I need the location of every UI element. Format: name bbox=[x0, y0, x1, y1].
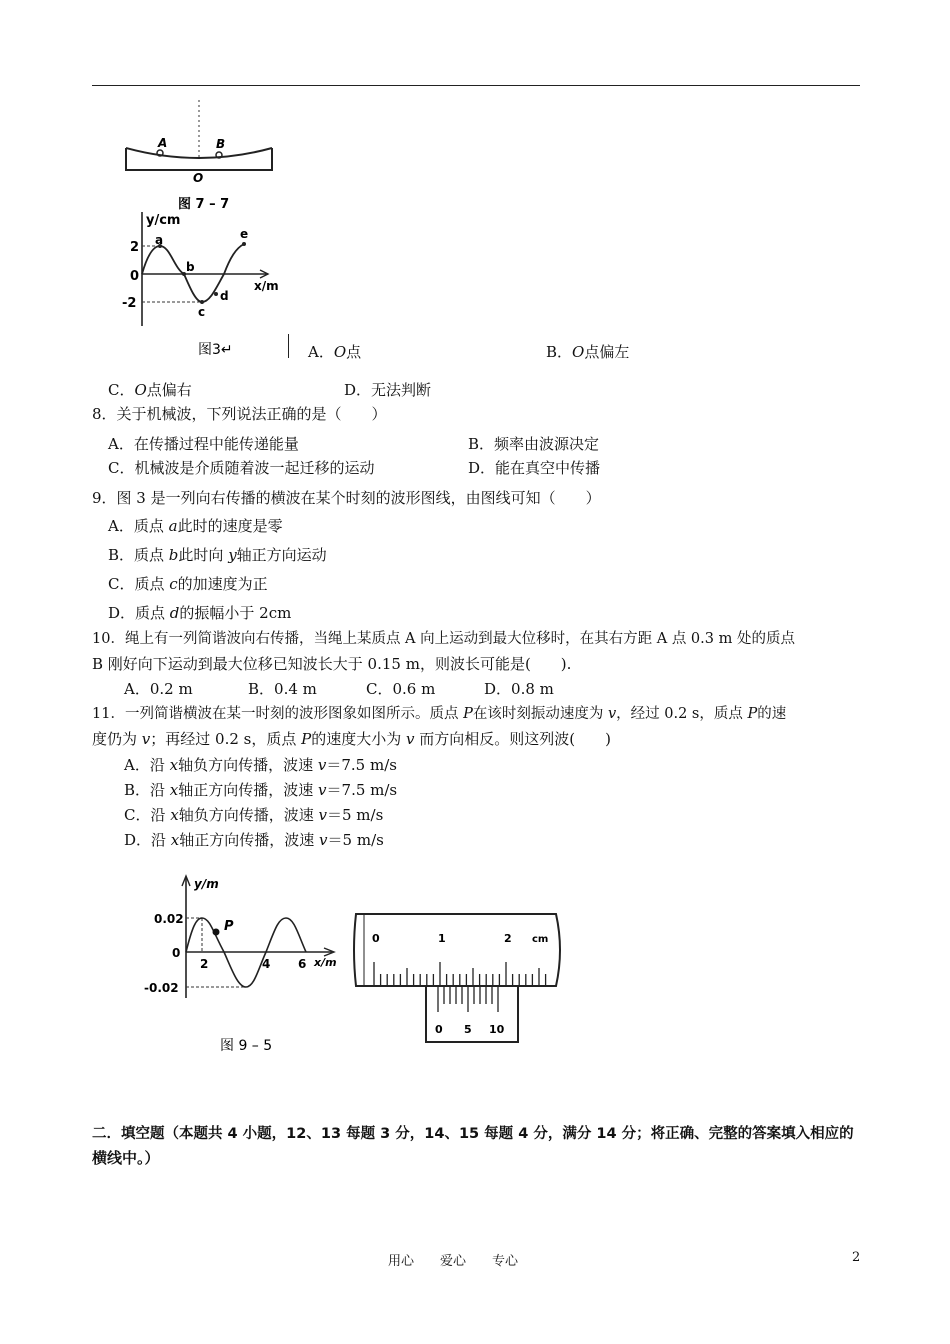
fig3-tick-neg: -2 bbox=[122, 296, 137, 311]
fig3-tick-pos: 2 bbox=[130, 240, 140, 255]
q10-stem-line1: 10．绳上有一列简谐波向右传播，当绳上某质点 A 向上运动到最大位移时，在其右方距 A 点 0.3 m 处的质点 bbox=[92, 631, 795, 647]
fig3-xlabel: x/m bbox=[254, 279, 279, 293]
footer-motto: 用心 爱心 专心 bbox=[388, 1254, 519, 1269]
q10-option-b: B．0.4 m bbox=[248, 680, 317, 698]
fig77-label-b: B bbox=[216, 137, 226, 151]
header-rule bbox=[92, 85, 860, 86]
caliper-vernier-0: 0 bbox=[435, 1023, 443, 1036]
fig95-y-pos: 0.02 bbox=[154, 912, 184, 926]
fig95-x-4: 4 bbox=[262, 957, 271, 971]
fig3-ylabel: y/cm bbox=[146, 213, 181, 228]
page-number: 2 bbox=[852, 1250, 861, 1265]
q9-option-d: D．质点 d的振幅小于 2cm bbox=[108, 604, 292, 622]
vernier-caliper bbox=[352, 910, 572, 1050]
fig3-point-e: e bbox=[240, 227, 249, 241]
figure-9-5-wave bbox=[140, 870, 350, 1060]
fig3-point-c: c bbox=[198, 305, 206, 319]
fig77-caption: 图 7 – 7 bbox=[178, 197, 230, 212]
q9-option-a: A．质点 a此时的速度是零 bbox=[108, 517, 283, 535]
q7-option-d: D．无法判断 bbox=[344, 381, 432, 399]
caliper-unit: cm bbox=[532, 934, 549, 945]
fig3-point-a: a bbox=[155, 233, 164, 247]
q8-option-b: B．频率由波源决定 bbox=[468, 435, 600, 453]
q11-stem-line1: 11．一列简谐横波在某一时刻的波形图象如图所示。质点 P在该时刻振动速度为 v，经过 0.2 s，质点 P的速 bbox=[92, 706, 787, 722]
q11-option-d: D．沿 x轴正方向传播，波速 v＝5 m/s bbox=[124, 831, 384, 849]
fig95-y-neg: -0.02 bbox=[144, 981, 179, 995]
q10-stem-line2: B 刚好向下运动到最大位移已知波长大于 0.15 m，则波长可能是( ). bbox=[92, 655, 572, 673]
caliper-main-2: 2 bbox=[504, 932, 512, 945]
q9-stem: 9．图 3 是一列向右传播的横波在某个时刻的波形图线，由图线可知（ ） bbox=[92, 489, 601, 507]
q8-stem: 8．关于机械波，下列说法正确的是（ ） bbox=[92, 405, 387, 423]
q10-option-d: D．0.8 m bbox=[484, 680, 554, 698]
q11-stem-line2: 度仍为 v；再经过 0.2 s，质点 P的速度大小为 v 而方向相反。则这列波( ) bbox=[92, 730, 611, 748]
figure-7-7 bbox=[120, 98, 280, 213]
section2-heading-line2: 横线中。） bbox=[92, 1149, 160, 1167]
q8-option-a: A．在传播过程中能传递能量 bbox=[108, 435, 299, 453]
section2-heading-line1: 二．填空题（本题共 4 小题，12、13 每题 3 分，14、15 每题 4 分，满分 14 分；将正确、完整的答案填入相应的 bbox=[92, 1126, 854, 1142]
fig95-caption: 图 9 – 5 bbox=[220, 1038, 273, 1054]
caliper-vernier-10: 10 bbox=[489, 1023, 505, 1036]
fig95-x-6: 6 bbox=[298, 957, 307, 971]
q7-option-c: C．O点偏右 bbox=[108, 381, 192, 399]
q11-option-c: C．沿 x轴负方向传播，波速 v＝5 m/s bbox=[124, 806, 384, 824]
q9-option-c: C．质点 c的加速度为正 bbox=[108, 575, 268, 593]
q10-option-a: A．0.2 m bbox=[124, 680, 193, 698]
q8-option-c: C．机械波是介质随着波一起迁移的运动 bbox=[108, 459, 375, 477]
q11-option-b: B．沿 x轴正方向传播，波速 v＝7.5 m/s bbox=[124, 781, 398, 799]
caliper-vernier-5: 5 bbox=[464, 1023, 472, 1036]
caliper-main-0: 0 bbox=[372, 932, 380, 945]
fig3-point-d: d bbox=[220, 289, 229, 303]
q9-option-b: B．质点 b此时向 y轴正方向运动 bbox=[108, 546, 327, 564]
fig3-tick-zero: 0 bbox=[130, 269, 140, 284]
fig3-caption: 图3↵ bbox=[198, 342, 233, 358]
q11-option-a: A．沿 x轴负方向传播，波速 v＝7.5 m/s bbox=[124, 756, 397, 774]
q10-option-c: C．0.6 m bbox=[366, 680, 436, 698]
fig95-xlabel: x/m bbox=[314, 956, 337, 969]
q7-option-a: A．O点 bbox=[308, 343, 362, 361]
fig95-y-zero: 0 bbox=[172, 946, 181, 960]
fig77-label-o: O bbox=[193, 171, 204, 185]
divider-line bbox=[288, 334, 289, 358]
fig95-ylabel: y/m bbox=[194, 877, 219, 891]
q8-option-d: D．能在真空中传播 bbox=[468, 459, 601, 477]
fig95-x-2: 2 bbox=[200, 957, 209, 971]
q7-option-b: B．O点偏左 bbox=[546, 343, 630, 361]
fig77-label-a: A bbox=[158, 136, 168, 150]
figure-3-wave bbox=[118, 208, 293, 360]
caliper-main-1: 1 bbox=[438, 932, 446, 945]
fig3-point-b: b bbox=[186, 260, 195, 274]
fig95-point-p: P bbox=[224, 919, 234, 934]
